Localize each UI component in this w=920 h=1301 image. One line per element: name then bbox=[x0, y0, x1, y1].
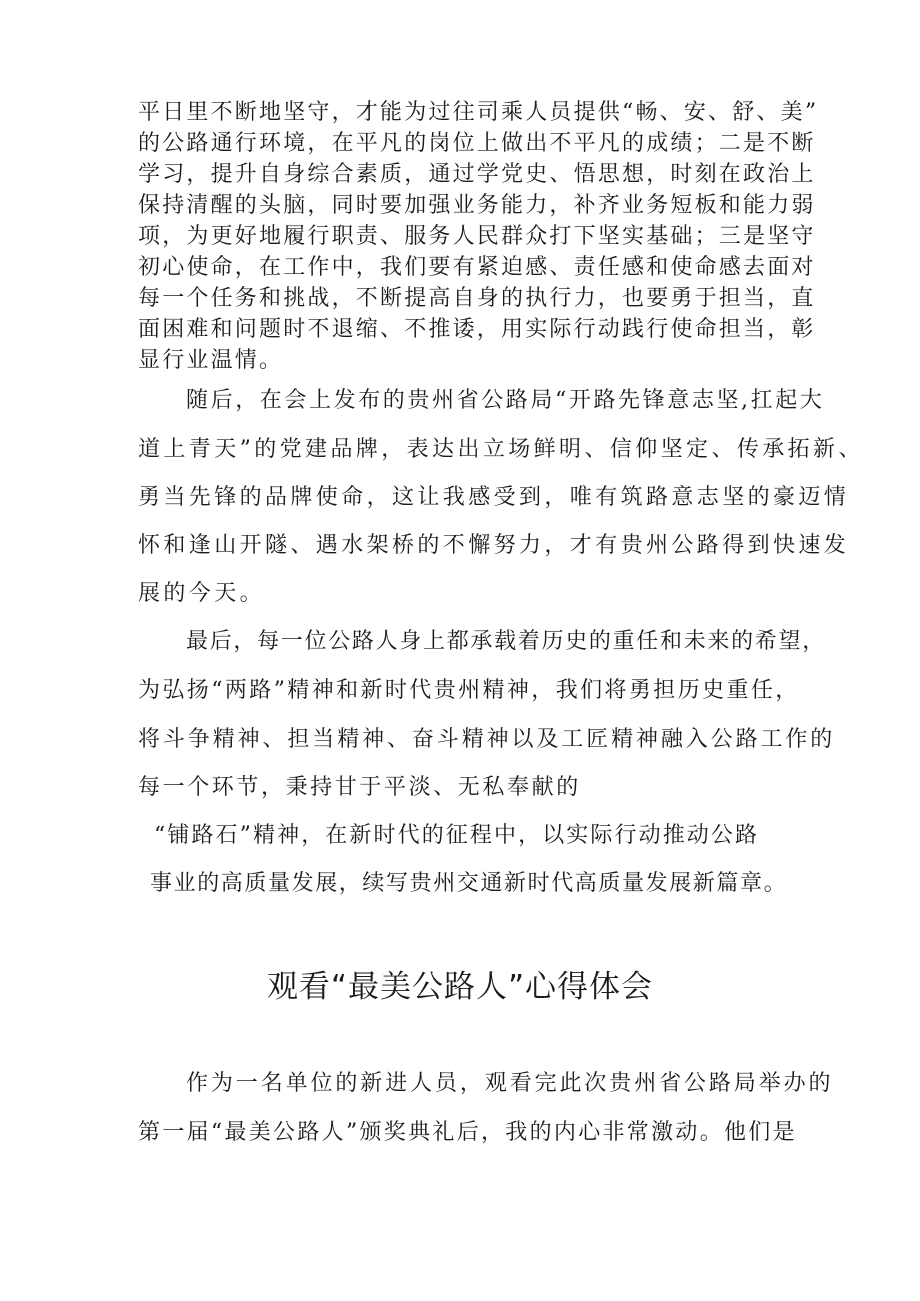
text-line: 将斗争精神、担当精神、奋斗精神以及工匠精神融入公路工作的 bbox=[138, 727, 836, 752]
text-line: 随后，在会上发布的贵州省公路局“开路先锋意志坚,扛起大 bbox=[186, 388, 825, 413]
text-line: 为弘扬“两路”精神和新时代贵州精神，我们将勇担历史重任， bbox=[138, 678, 800, 703]
text-line: 最后，每一位公路人身上都承载着历史的重任和未来的希望， bbox=[186, 629, 826, 654]
text-line: 展的今天。 bbox=[138, 581, 266, 606]
text-line: 每一个环节，秉持甘于平淡、无私奉献的 bbox=[138, 775, 581, 800]
text-line: 的公路通行环境，在平凡的岗位上做出不平凡的成绩；二是不断 bbox=[138, 131, 816, 156]
text-line: “铺路石”精神，在新时代的征程中，以实际行动推动公路 bbox=[154, 823, 760, 848]
text-line: 平日里不断地坚守，才能为过往司乘人员提供“畅、安、舒、美” bbox=[138, 100, 819, 125]
text-line: 道上青天”的党建品牌，表达出立场鲜明、信仰坚定、传承拓新、 bbox=[138, 437, 864, 462]
text-line: 作为一名单位的新进人员，观看完此次贵州省公路局举办的 bbox=[186, 1071, 834, 1096]
section-title: 观看“最美公路人”心得体会 bbox=[266, 969, 654, 1005]
text-line: 事业的高质量发展，续写贵州交通新时代高质量发展新篇章。 bbox=[150, 871, 788, 896]
text-line: 显行业温情。 bbox=[138, 348, 284, 373]
text-line: 勇当先锋的品牌使命，这让我感受到，唯有筑路意志坚的豪迈情 bbox=[138, 485, 850, 510]
text-line: 项，为更好地履行职责、服务人民群众打下坚实基础；三是坚守 bbox=[138, 224, 816, 249]
text-line: 学习，提升自身综合素质，通过学党史、悟思想，时刻在政治上 bbox=[138, 162, 816, 187]
text-line: 初心使命，在工作中，我们要有紧迫感、责任感和使命感去面对 bbox=[138, 255, 816, 280]
text-line: 每一个任务和挑战，不断提高自身的执行力，也要勇于担当，直 bbox=[138, 286, 816, 311]
text-line: 怀和逢山开隧、遇水架桥的不懈努力，才有贵州公路得到快速发 bbox=[138, 533, 850, 558]
text-line: 第一届“最美公路人”颁奖典礼后，我的内心非常激动。他们是 bbox=[138, 1120, 797, 1145]
text-line: 面困难和问题时不退缩、不推诿，用实际行动践行使命担当，彰 bbox=[138, 317, 816, 342]
text-line: 保持清醒的头脑，同时要加强业务能力，补齐业务短板和能力弱 bbox=[138, 193, 816, 218]
